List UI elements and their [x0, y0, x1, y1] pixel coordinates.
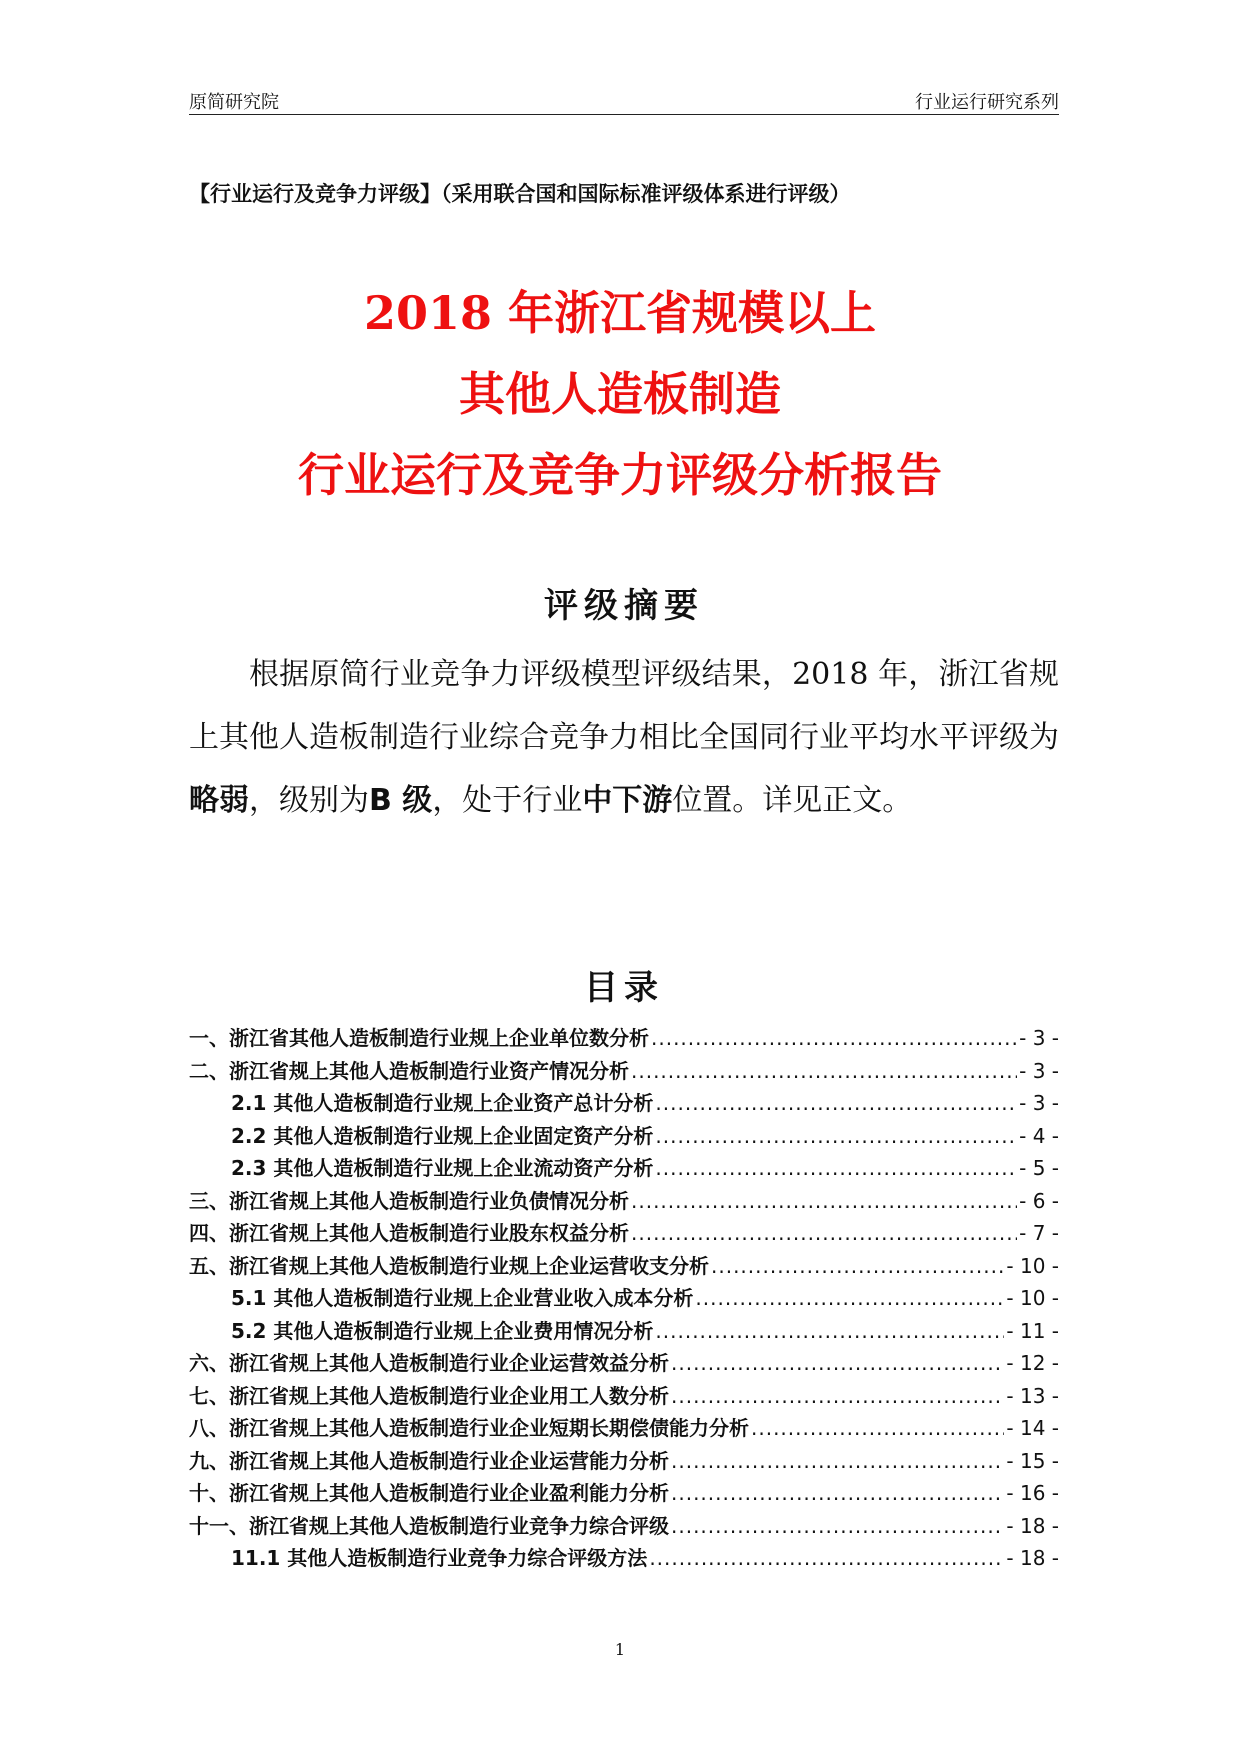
toc-entry[interactable] [189, 1022, 1059, 1055]
report-tagline: 【行业运行及竞争力评级】（采用联合国和国际标准评级体系进行评级） [189, 182, 851, 206]
toc-entry[interactable] [189, 1087, 1059, 1120]
toc-entry[interactable] [189, 1412, 1059, 1445]
toc-entry[interactable] [189, 1347, 1059, 1380]
toc-leader-dots [751, 1416, 1004, 1440]
page-number: 1 [614, 1640, 626, 1659]
toc-entry-title: 二、浙江省规上其他人造板制造行业资产情况分析 [189, 1058, 629, 1083]
toc-leader-dots [671, 1351, 1004, 1375]
toc-entry[interactable] [189, 1250, 1059, 1283]
report-title-line-3: 行业运行及竞争力评级分析报告 [298, 448, 942, 502]
toc-entry[interactable] [189, 1217, 1059, 1250]
toc-entry[interactable] [189, 1542, 1059, 1575]
summary-rating-level: 略弱 [189, 783, 249, 818]
summary-heading: 评级摘要 [544, 586, 704, 626]
toc-entry[interactable] [189, 1282, 1059, 1315]
toc-entry-title: 5.2 其他人造板制造行业规上企业费用情况分析 [231, 1318, 654, 1343]
summary-text-3: ，处于行业 [432, 783, 583, 818]
toc-entry-title: 九、浙江省规上其他人造板制造行业企业运营能力分析 [189, 1448, 669, 1473]
toc-entry-page: - 5 - [1019, 1156, 1059, 1180]
toc-entry-title: 四、浙江省规上其他人造板制造行业股东权益分析 [189, 1221, 629, 1245]
header-series-name: 行业运行研究系列 [915, 92, 1059, 113]
toc-entry-page: - 6 - [1019, 1188, 1059, 1213]
toc-heading: 目录 [584, 968, 664, 1008]
toc-leader-dots [631, 1189, 1017, 1213]
toc-entry-title: 11.1 其他人造板制造行业竞争力综合评级方法 [231, 1546, 648, 1570]
toc-entry-page: - 14 - [1006, 1416, 1059, 1440]
toc-leader-dots [671, 1514, 1004, 1538]
toc-leader-dots [671, 1384, 1004, 1408]
toc-entry-page: - 4 - [1019, 1123, 1059, 1148]
toc-entry-title: 十一、浙江省规上其他人造板制造行业竞争力综合评级 [189, 1513, 669, 1538]
toc-entry-page: - 13 - [1006, 1383, 1059, 1408]
summary-rating-position: 中下游 [582, 783, 673, 818]
toc-entry-title: 三、浙江省规上其他人造板制造行业负债情况分析 [189, 1188, 629, 1213]
table-of-contents [189, 1022, 1059, 1575]
toc-entry[interactable] [189, 1477, 1059, 1510]
toc-leader-dots [711, 1254, 1004, 1278]
toc-leader-dots [671, 1481, 1004, 1505]
header-org-name: 原简研究院 [189, 92, 279, 113]
summary-text-2: ，级别为 [249, 783, 369, 818]
toc-entry-title: 5.1 其他人造板制造行业规上企业营业收入成本分析 [231, 1286, 694, 1310]
toc-entry-title: 2.3 其他人造板制造行业规上企业流动资产分析 [231, 1156, 654, 1180]
toc-entry-page: - 7 - [1019, 1221, 1059, 1245]
toc-entry-page: - 10 - [1006, 1253, 1059, 1278]
report-title-line-2: 其他人造板制造 [459, 367, 781, 421]
toc-entry-title: 2.1 其他人造板制造行业规上企业资产总计分析 [231, 1091, 654, 1115]
report-title-line-1: 2018 年浙江省规模以上 [363, 286, 877, 340]
toc-entry-title: 五、浙江省规上其他人造板制造行业规上企业运营收支分析 [189, 1253, 709, 1278]
toc-leader-dots [651, 1026, 1017, 1050]
toc-entry-page: - 3 - [1019, 1091, 1059, 1115]
toc-leader-dots [655, 1124, 1017, 1148]
summary-text-4: 位置。详见正文。 [672, 783, 913, 818]
toc-leader-dots [655, 1319, 1004, 1343]
toc-entry-page: - 16 - [1006, 1481, 1059, 1505]
toc-entry-page: - 11 - [1006, 1318, 1059, 1343]
rating-summary [189, 643, 1059, 832]
toc-leader-dots [671, 1449, 1004, 1473]
toc-leader-dots [655, 1091, 1017, 1115]
toc-entry[interactable] [189, 1055, 1059, 1088]
toc-entry[interactable] [189, 1152, 1059, 1185]
toc-entry-page: - 3 - [1019, 1026, 1059, 1050]
toc-entry[interactable] [189, 1120, 1059, 1153]
toc-entry-title: 七、浙江省规上其他人造板制造行业企业用工人数分析 [189, 1383, 669, 1408]
toc-entry-page: - 3 - [1019, 1058, 1059, 1083]
summary-text-1: 根据原简行业竞争力评级模型评级结果，2018 年，浙江省规上其他人造板制造行业综合竞争力相比全国同行业平均水平评级为 [189, 657, 1059, 755]
toc-entry[interactable] [189, 1380, 1059, 1413]
toc-entry-title: 一、浙江省其他人造板制造行业规上企业单位数分析 [189, 1026, 649, 1050]
toc-entry[interactable] [189, 1510, 1059, 1543]
toc-entry[interactable] [189, 1445, 1059, 1478]
toc-entry-page: - 12 - [1006, 1351, 1059, 1375]
toc-leader-dots [695, 1286, 1004, 1310]
toc-entry-page: - 18 - [1006, 1513, 1059, 1538]
toc-entry-title: 八、浙江省规上其他人造板制造行业企业短期长期偿债能力分析 [189, 1416, 749, 1440]
toc-entry[interactable] [189, 1315, 1059, 1348]
toc-entry-title: 六、浙江省规上其他人造板制造行业企业运营效益分析 [189, 1351, 669, 1375]
toc-entry-page: - 10 - [1006, 1286, 1059, 1310]
toc-entry-title: 十、浙江省规上其他人造板制造行业企业盈利能力分析 [189, 1481, 669, 1505]
toc-leader-dots [631, 1059, 1017, 1083]
toc-leader-dots [649, 1546, 1004, 1570]
toc-entry-page: - 15 - [1006, 1448, 1059, 1473]
toc-entry-page: - 18 - [1006, 1546, 1059, 1570]
toc-leader-dots [655, 1156, 1017, 1180]
page-header [189, 86, 1059, 115]
toc-entry-title: 2.2 其他人造板制造行业规上企业固定资产分析 [231, 1123, 654, 1148]
toc-entry[interactable] [189, 1185, 1059, 1218]
summary-rating-grade: B 级 [369, 783, 433, 818]
toc-leader-dots [631, 1221, 1017, 1245]
